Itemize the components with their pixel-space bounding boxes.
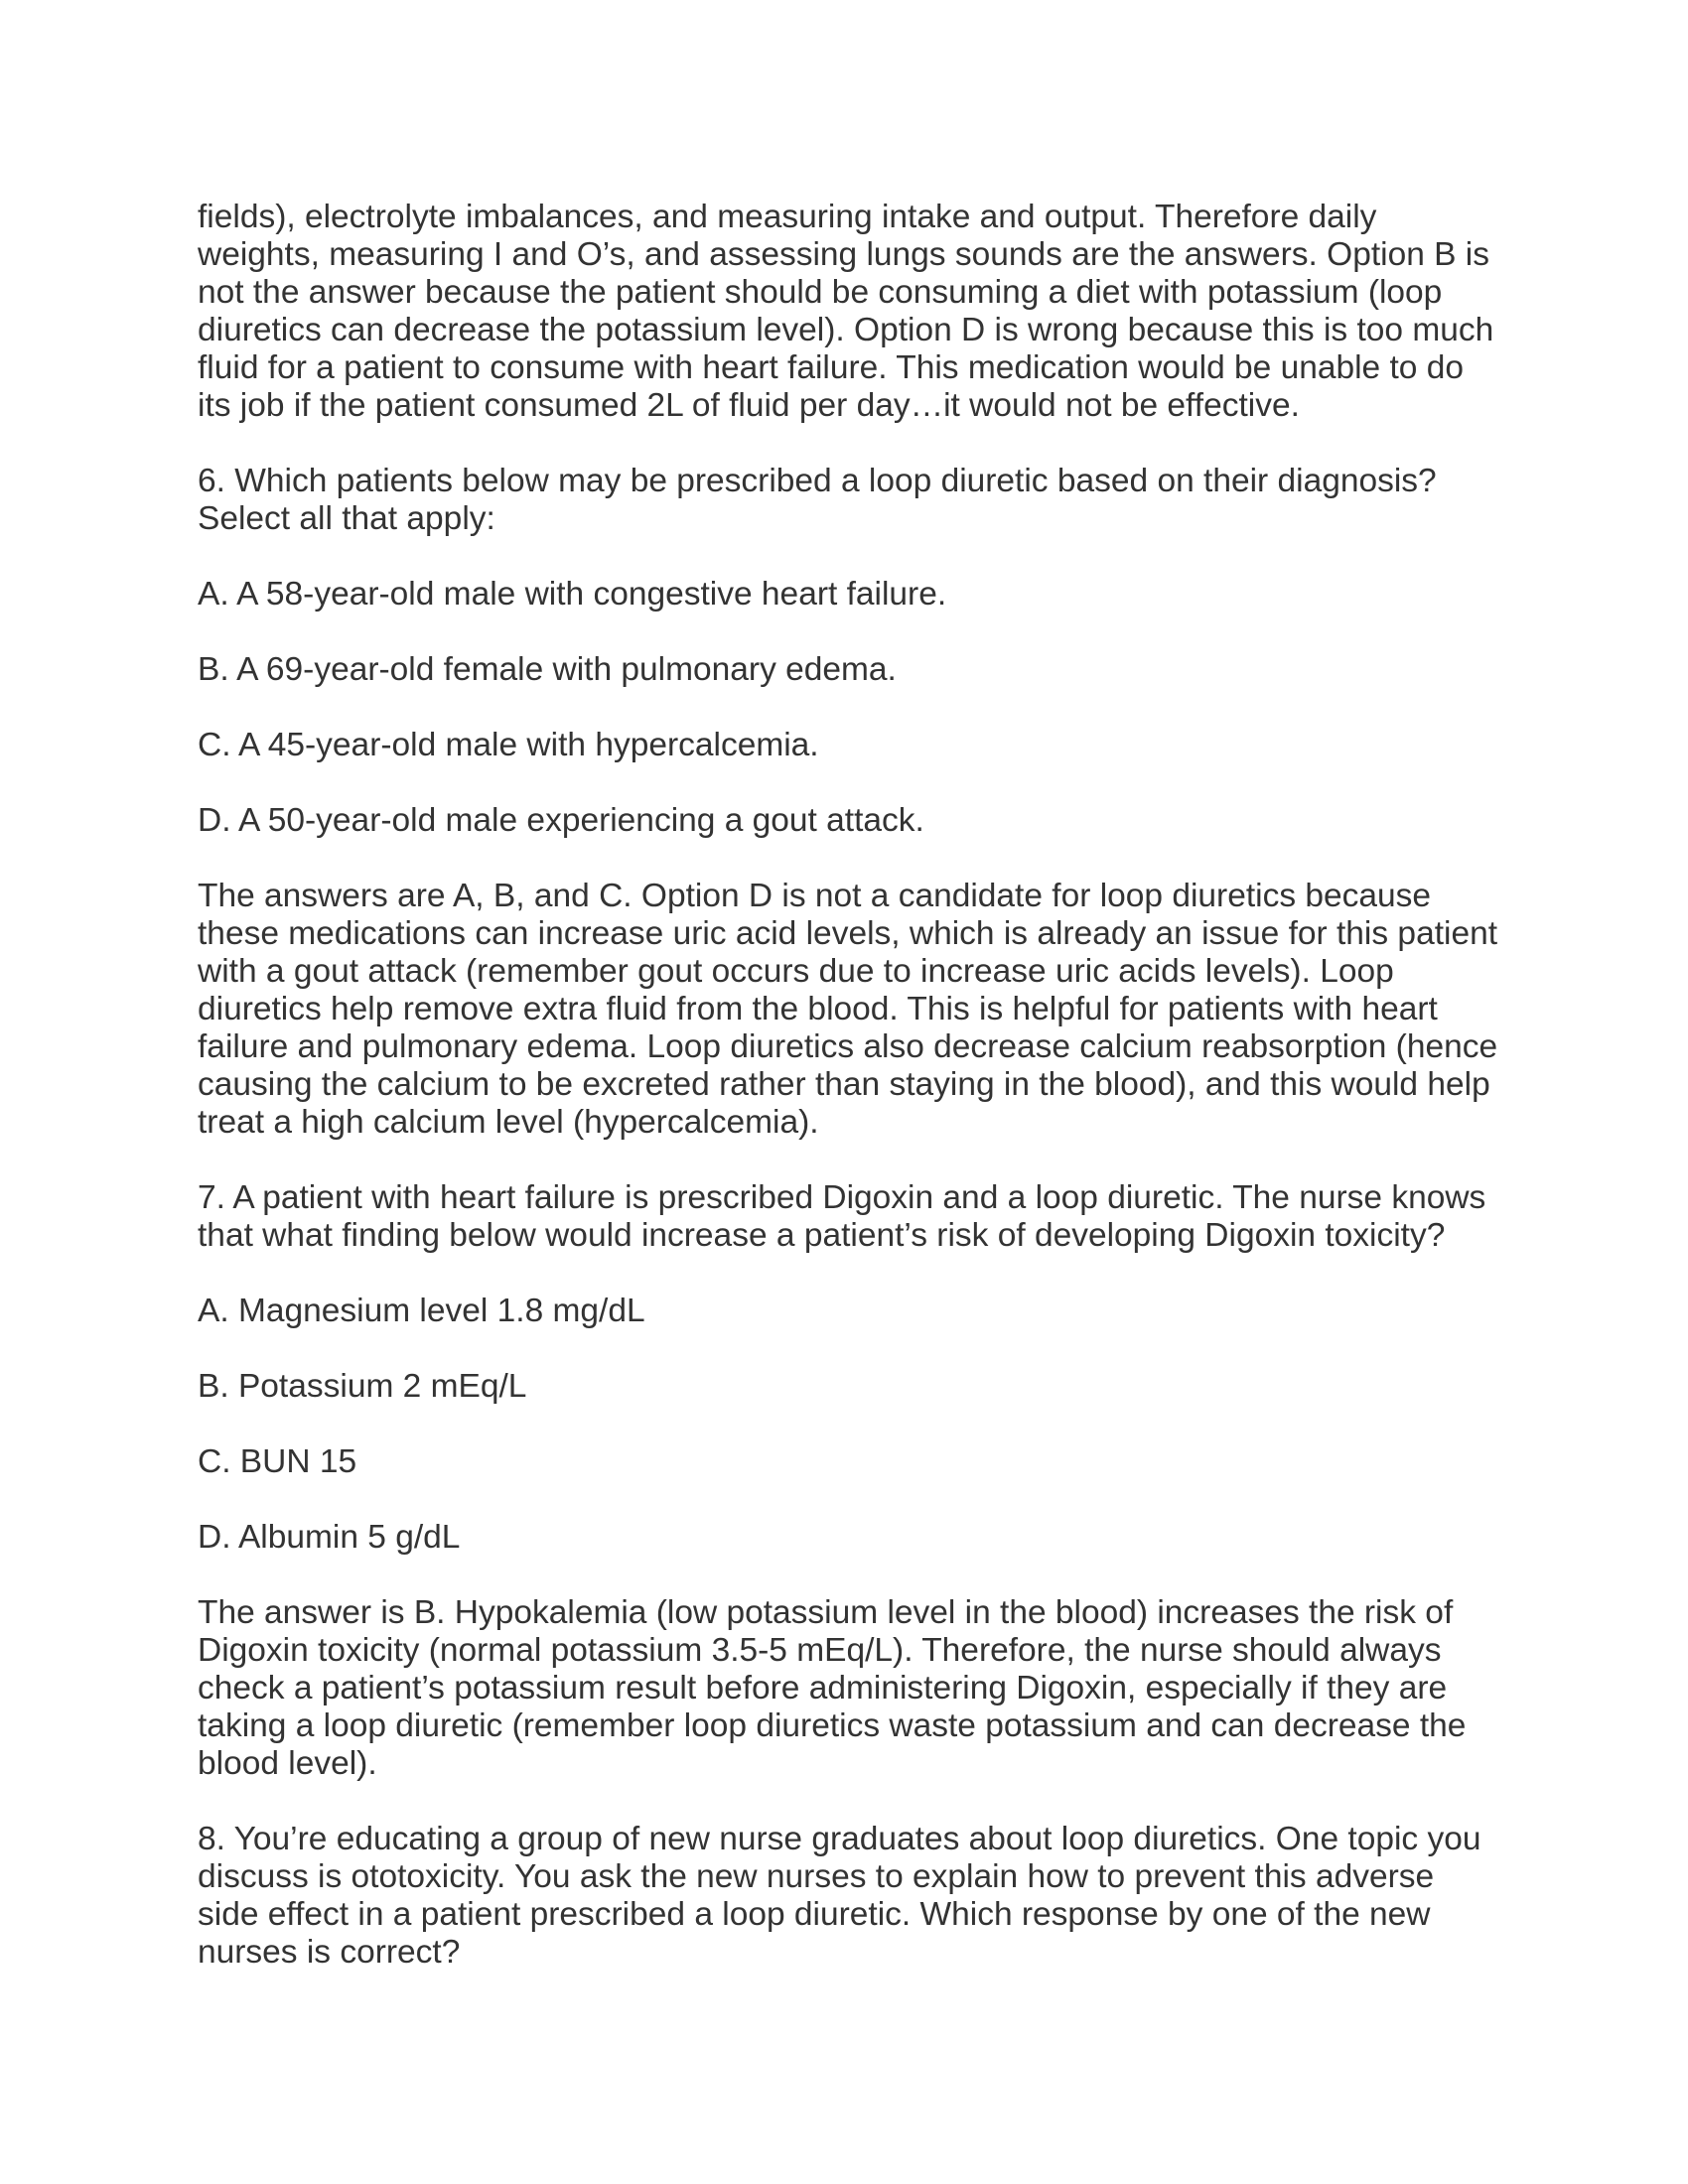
question-8-stem: 8. You’re educating a group of new nurse graduates about loop diuretics. One topic you discuss is ototoxicity. You ask the new nurses to explain how to prevent this adverse side effect in a patient prescribed a loop diuretic. Which response by one of the new nurses is correct? bbox=[198, 1821, 1481, 1971]
question-7-option-a: A. Magnesium level 1.8 mg/dL bbox=[198, 1293, 645, 1329]
question-6-option-a: A. A 58-year-old male with congestive heart failure. bbox=[198, 576, 947, 613]
question-6-option-d: D. A 50-year-old male experiencing a gout attack. bbox=[198, 802, 924, 839]
rationale-question-6: The answers are A, B, and C. Option D is not a candidate for loop diuretics because these medications can increase uric acid levels, which is already an issue for this patient with a gout attack (remember gout occurs due to increase uric acids levels). Loop diuretics help remove extra fluid from the blood. This is helpful for patients with heart failure and pulmonary edema. Loop diuretics also decrease calcium reabsorption (hence causing the calcium to be excreted rather than staying in the blood), and this would help treat a high calcium level (hypercalcemia). bbox=[198, 878, 1498, 1141]
question-7-option-c: C. BUN 15 bbox=[198, 1443, 357, 1480]
question-7-option-d: D. Albumin 5 g/dL bbox=[198, 1519, 461, 1556]
question-7-stem: 7. A patient with heart failure is prescribed Digoxin and a loop diuretic. The nurse knows that what finding below would increase a patient’s risk of developing Digoxin toxicity? bbox=[198, 1179, 1486, 1254]
question-6-option-b: B. A 69-year-old female with pulmonary edema. bbox=[198, 651, 897, 688]
rationale-question-5: fields), electrolyte imbalances, and measuring intake and output. Therefore daily weights, measuring I and O’s, and assessing lungs sounds are the answers. Option B is not the answer because the patient should be consuming a diet with potassium (loop diuretics can decrease the potassium level). Option D is wrong because this is too much fluid for a patient to consume with heart failure. This medication would be unable to do its job if the patient consumed 2L of fluid per day…it would not be effective. bbox=[198, 199, 1494, 424]
question-7-option-b: B. Potassium 2 mEq/L bbox=[198, 1368, 527, 1405]
question-6-option-c: C. A 45-year-old male with hypercalcemia. bbox=[198, 727, 819, 763]
rationale-question-7: The answer is B. Hypokalemia (low potassium level in the blood) increases the risk of Digoxin toxicity (normal potassium 3.5-5 mEq/L). Therefore, the nurse should always check a patient’s potassium result before administering Digoxin, especially if they are taking a loop diuretic (remember loop diuretics waste potassium and can decrease the blood level). bbox=[198, 1594, 1467, 1782]
document-body bbox=[198, 199, 1498, 1972]
question-6-stem: 6. Which patients below may be prescribed a loop diuretic based on their diagnosis? Select all that apply: bbox=[198, 463, 1437, 537]
